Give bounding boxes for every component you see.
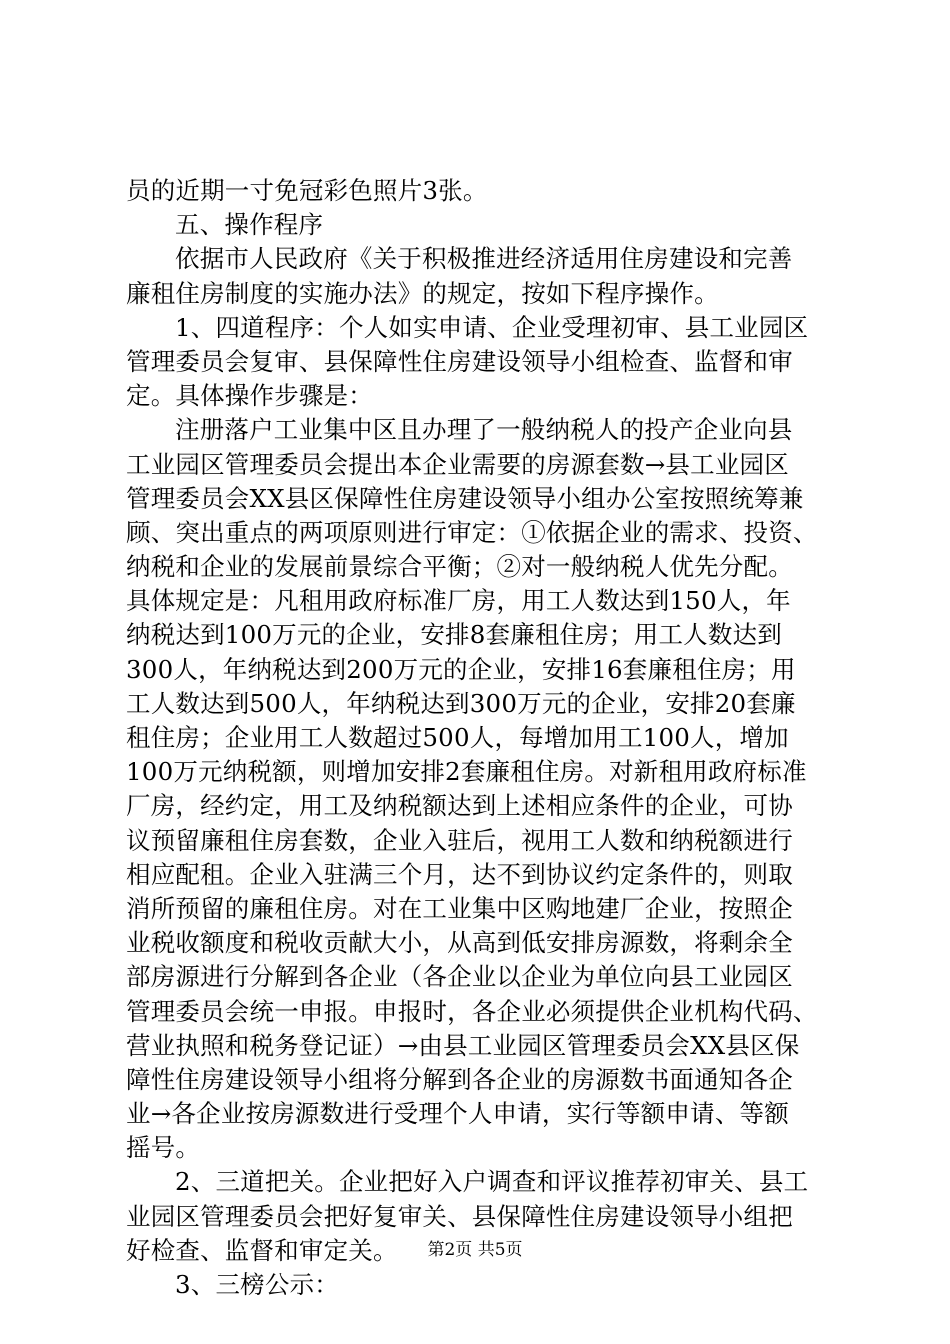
text-line: 1、四道程序：个人如实申请、企业受理初审、县工业园区 <box>175 312 809 342</box>
text-line: 管理委员会XX县区保障性住房建设领导小组办公室按照统筹兼 <box>126 483 804 513</box>
text-line: 2、三道把关。企业把好入户调查和评议推荐初审关、县工 <box>175 1167 809 1197</box>
text-line: 顾、突出重点的两项原则进行审定：①依据企业的需求、投资、 <box>126 517 818 547</box>
text-line: 员的近期一寸免冠彩色照片3张。 <box>126 176 488 205</box>
text-line: 业税收额度和税收贡献大小，从高到低安排房源数，将剩余全 <box>126 928 793 958</box>
text-line: 注册落户工业集中区且办理了一般纳税人的投产企业向县 <box>175 415 793 445</box>
text-line: 纳税达到100万元的企业，安排8套廉租住房；用工人数达到 <box>126 620 782 650</box>
text-line: 300人，年纳税达到200万元的企业，安排16套廉租住房；用 <box>126 654 796 684</box>
text-line: 工人数达到500人，年纳税达到300万元的企业，安排20套廉 <box>126 688 796 718</box>
text-line: 业→各企业按房源数进行受理个人申请，实行等额申请、等额 <box>126 1099 789 1129</box>
text-line: 部房源进行分解到各企业（各企业以企业为单位向县工业园区 <box>126 962 793 992</box>
text-line: 好检查、监督和审定关。 <box>126 1235 398 1265</box>
text-line: 障性住房建设领导小组将分解到各企业的房源数书面通知各企 <box>126 1064 793 1094</box>
text-line: 定。具体操作步骤是： <box>126 381 373 411</box>
text-line: 管理委员会统一申报。申报时，各企业必须提供企业机构代码、 <box>126 996 818 1026</box>
text-line: 廉租住房制度的实施办法》的规定，按如下程序操作。 <box>126 278 719 308</box>
page-footer: 第2页 共5页 <box>427 1240 523 1260</box>
text-line: 五、操作程序 <box>175 210 324 240</box>
text-line: 摇号。 <box>126 1133 201 1163</box>
text-line: 依据市人民政府《关于积极推进经济适用住房建设和完善 <box>175 244 793 274</box>
text-line: 3、三榜公示： <box>175 1270 339 1299</box>
text-line: 100万元纳税额，则增加安排2套廉租住房。对新租用政府标准 <box>126 757 807 787</box>
text-line: 消所预留的廉租住房。对在工业集中区购地建厂企业，按照企 <box>126 893 793 923</box>
text-line: 租住房；企业用工人数超过500人，每增加用工100人，增加 <box>126 723 789 752</box>
text-line: 营业执照和税务登记证）→由县工业园区管理委员会XX县区保 <box>126 1030 800 1060</box>
text-line: 厂房，经约定，用工及纳税额达到上述相应条件的企业，可协 <box>126 791 793 821</box>
document-body <box>126 174 836 1302</box>
text-line: 议预留廉租住房套数，企业入驻后，视用工人数和纳税额进行 <box>126 825 793 855</box>
text-line: 相应配租。企业入驻满三个月，达不到协议约定条件的，则取 <box>126 859 793 889</box>
text-line: 工业园区管理委员会提出本企业需要的房源套数→县工业园区 <box>126 449 789 479</box>
text-line: 具体规定是：凡租用政府标准厂房，用工人数达到150人，年 <box>126 586 791 616</box>
text-line: 业园区管理委员会把好复审关、县保障性住房建设领导小组把 <box>126 1201 793 1231</box>
text-line: 纳税和企业的发展前景综合平衡；②对一般纳税人优先分配。 <box>126 552 793 582</box>
text-line: 管理委员会复审、县保障性住房建设领导小组检查、监督和审 <box>126 346 793 376</box>
